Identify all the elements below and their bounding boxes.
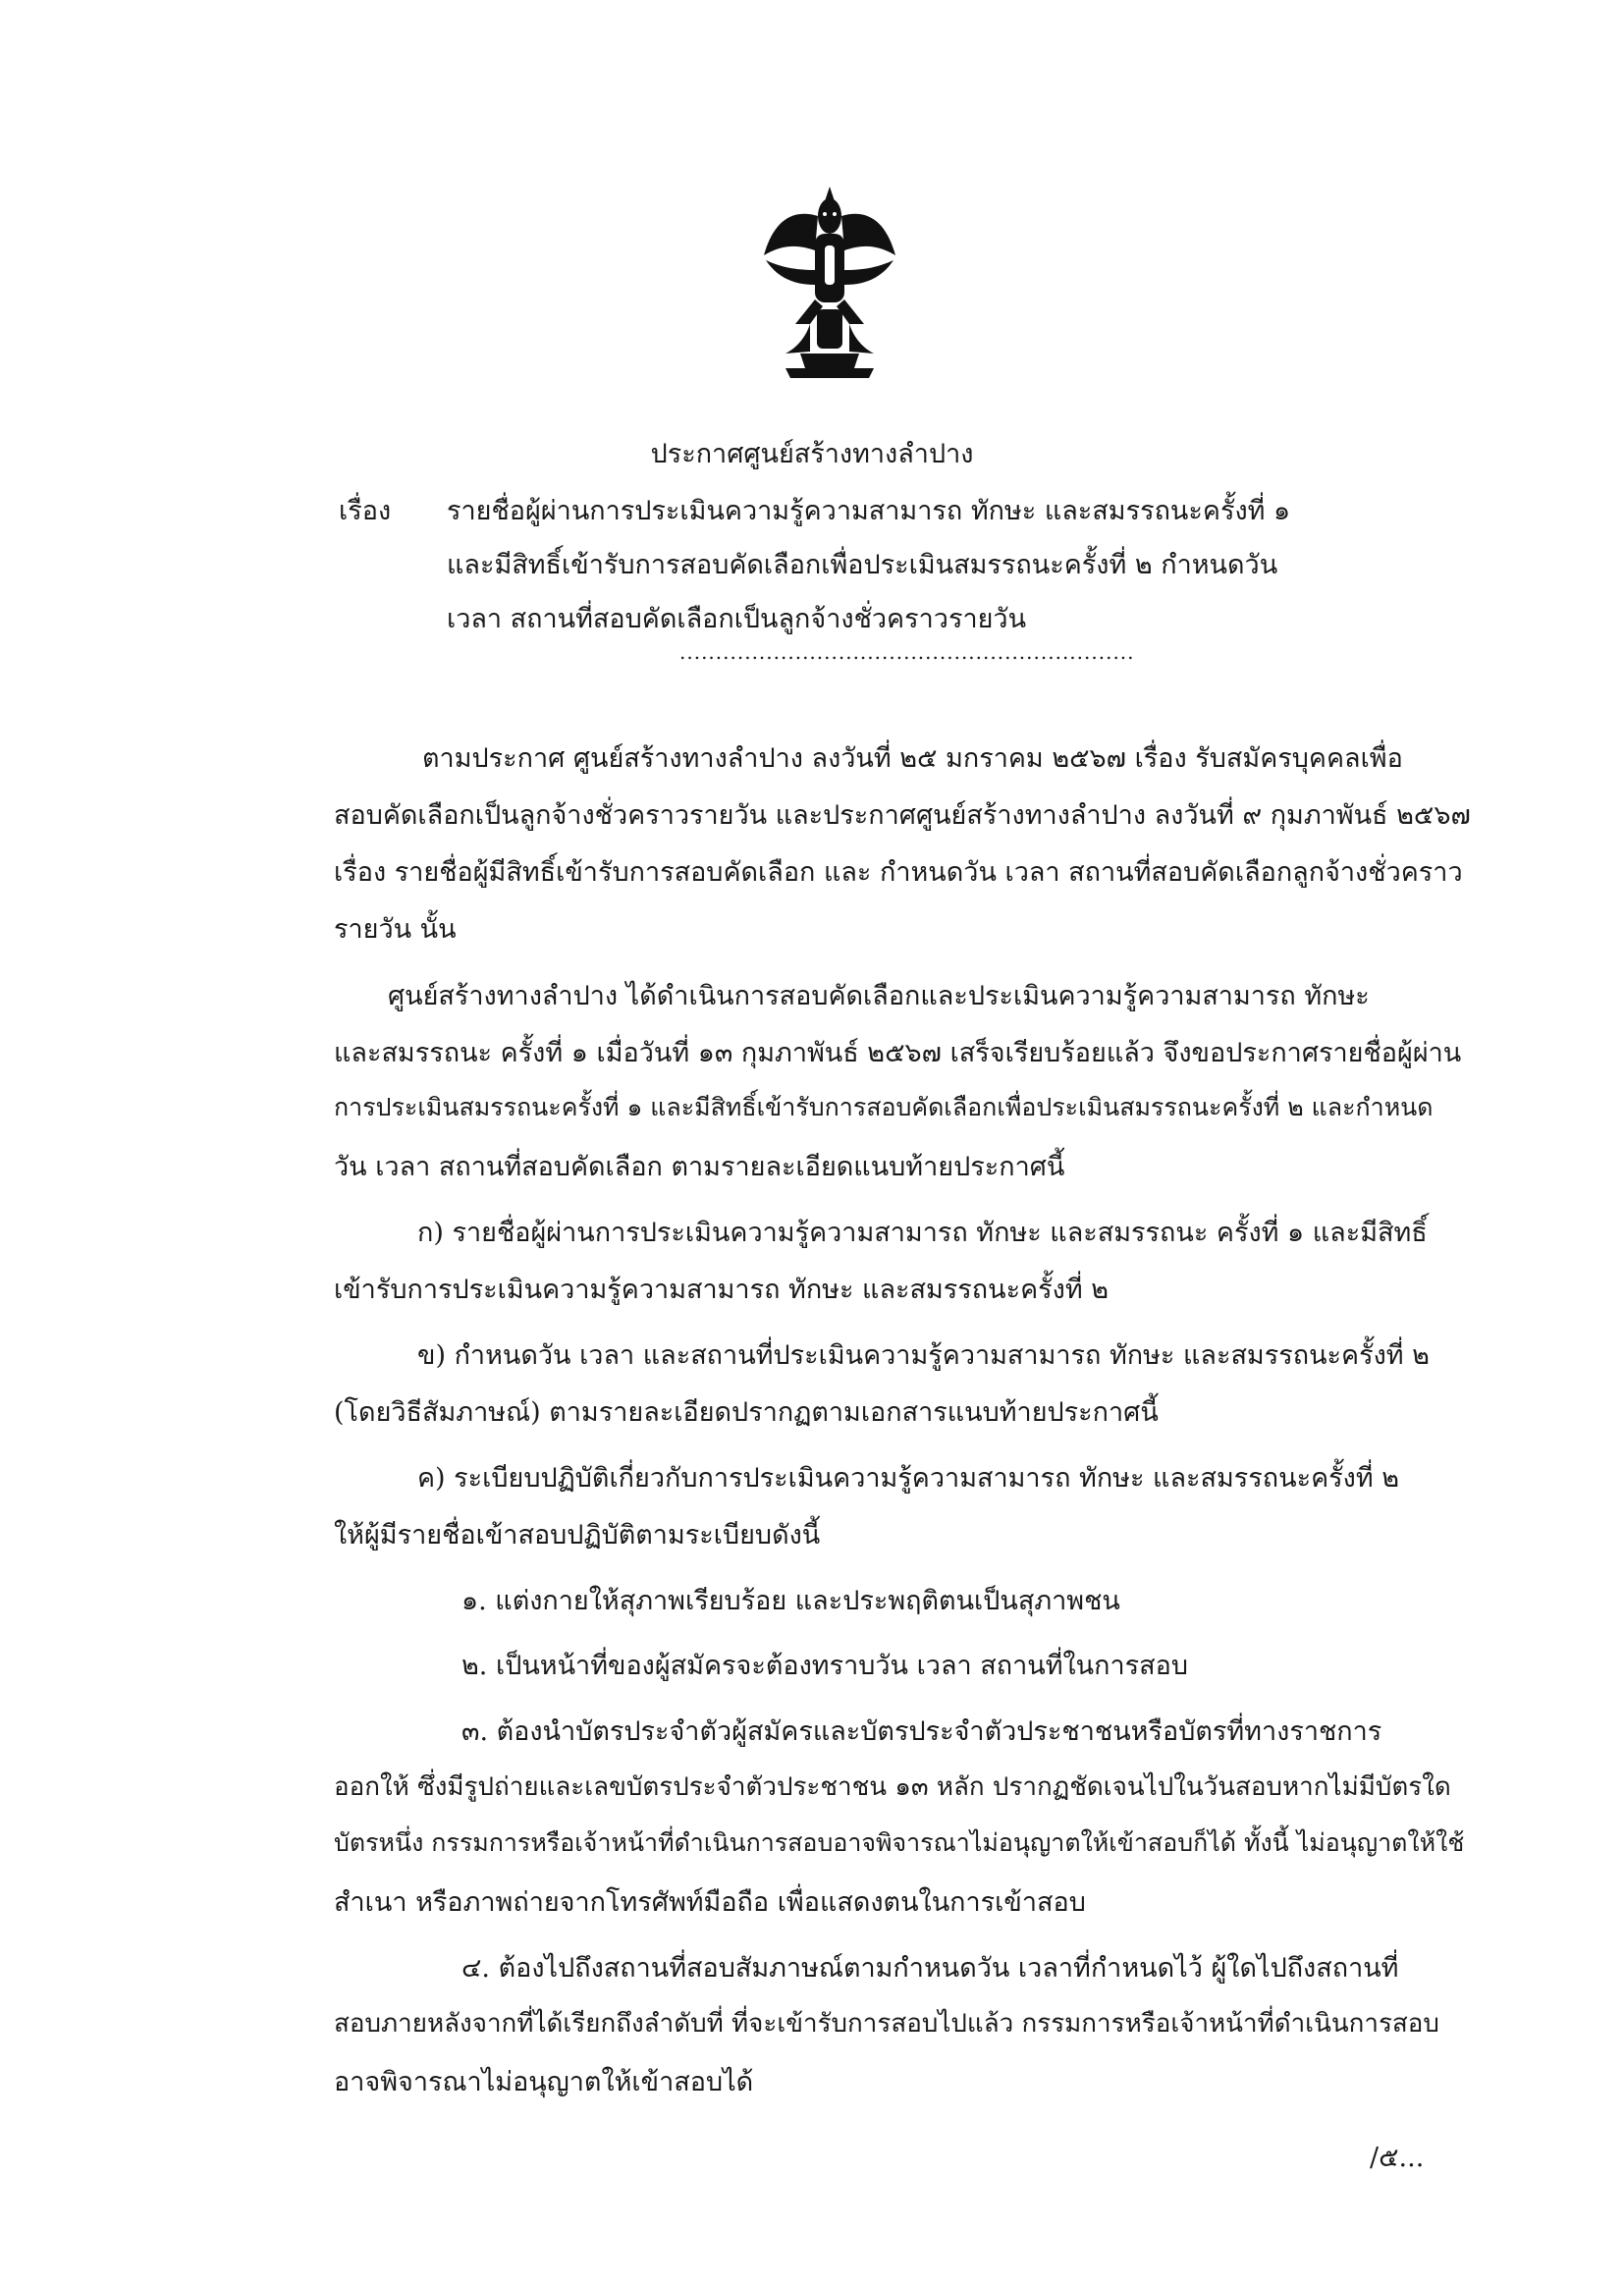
body-line: ออกให้ ซึ่งมีรูปถ่ายและเลขบัตรประจำตัวประชาชน ๑๓ หลัก ปรากฏชัดเจนไปในวันสอบหากไม่มีบัตรใด [334,1772,1451,1802]
body-line: สอบคัดเลือกเป็นลูกจ้างชั่วคราวรายวัน และประกาศศูนย์สร้างทางลำปาง ลงวันที่ ๙ กุมภาพันธ์ ๒๕๖๗ [334,800,1471,831]
body-line: การประเมินสมรรถนะครั้งที่ ๑ และมีสิทธิ์เข้ารับการสอบคัดเลือกเพื่อประเมินสมรรถนะครั้งที่ ๒ และกำหนด [334,1093,1434,1121]
body-line: เรื่อง รายชื่อผู้มีสิทธิ์เข้ารับการสอบคัดเลือก และ กำหนดวัน เวลา สถานที่สอบคัดเลือกลูกจ้างชั่วคราว [334,857,1463,888]
body-line: ๔. ต้องไปถึงสถานที่สอบสัมภาษณ์ตามกำหนดวัน เวลาที่กำหนดไว้ ผู้ใดไปถึงสถานที่ [461,1953,1399,1984]
body-line: สำเนา หรือภาพถ่ายจากโทรศัพท์มือถือ เพื่อแสดงตนในการเข้าสอบ [334,1887,1086,1918]
divider-dots: ............................................................... [679,640,1135,664]
body-line: ตามประกาศ ศูนย์สร้างทางลำปาง ลงวันที่ ๒๕ มกราคม ๒๕๖๗ เรื่อง รับสมัครบุคคลเพื่อ [422,743,1403,774]
subject-line: เวลา สถานที่สอบคัดเลือกเป็นลูกจ้างชั่วคราวรายวัน [447,604,1027,634]
body-line: ให้ผู้มีรายชื่อเข้าสอบปฏิบัติตามระเบียบดังนี้ [334,1520,821,1551]
body-line: ๒. เป็นหน้าที่ของผู้สมัครจะต้องทราบวัน เวลา สถานที่ในการสอบ [461,1651,1188,1681]
body-line: (โดยวิธีสัมภาษณ์) ตามรายละเอียดปรากฏตามเอกสารแนบท้ายประกาศนี้ [334,1397,1159,1428]
body-line: ข) กำหนดวัน เวลา และสถานที่ประเมินความรู้ความสามารถ ทักษะ และสมรรถนะครั้งที่ ๒ [417,1340,1430,1371]
body-line: วัน เวลา สถานที่สอบคัดเลือก ตามรายละเอียดแนบท้ายประกาศนี้ [334,1152,1065,1182]
announcement-heading: ประกาศศูนย์สร้างทางลำปาง [650,439,974,469]
page-continuation: /๕... [1370,2143,1425,2173]
subject-line: รายชื่อผู้ผ่านการประเมินความรู้ความสามารถ ทักษะ และสมรรถนะครั้งที่ ๑ [447,496,1291,526]
subject-line: และมีสิทธิ์เข้ารับการสอบคัดเลือกเพื่อประเมินสมรรถนะครั้งที่ ๒ กำหนดวัน [447,550,1278,580]
body-line: สอบภายหลังจากที่ได้เรียกถึงลำดับที่ ที่จะเข้ารับการสอบไปแล้ว กรรมการหรือเจ้าหน้าที่ดำเนินการสอบ [334,2009,1439,2039]
body-line: เข้ารับการประเมินความรู้ความสามารถ ทักษะ และสมรรถนะครั้งที่ ๒ [334,1275,1110,1305]
body-line: ๓. ต้องนำบัตรประจำตัวผู้สมัครและบัตรประจำตัวประชาชนหรือบัตรที่ทางราชการ [461,1716,1382,1747]
garuda-emblem-icon [756,177,903,383]
body-line: ก) รายชื่อผู้ผ่านการประเมินความรู้ความสามารถ ทักษะ และสมรรถนะ ครั้งที่ ๑ และมีสิทธิ์ [417,1218,1428,1248]
subject-label: เรื่อง [339,496,392,526]
body-line: ศูนย์สร้างทางลำปาง ได้ดำเนินการสอบคัดเลือกและประเมินความรู้ความสามารถ ทักษะ [388,981,1370,1011]
body-line: และสมรรถนะ ครั้งที่ ๑ เมื่อวันที่ ๑๓ กุมภาพันธ์ ๒๕๖๗ เสร็จเรียบร้อยแล้ว จึงขอประกาศรายชื่อผู้ผ่าน [334,1038,1462,1068]
body-line: รายวัน นั้น [334,914,457,945]
body-line: ๑. แต่งกายให้สุภาพเรียบร้อย และประพฤติตนเป็นสุภาพชน [461,1586,1120,1616]
body-line: บัตรหนึ่ง กรรมการหรือเจ้าหน้าที่ดำเนินการสอบอาจพิจารณาไม่อนุญาตให้เข้าสอบก็ได้ ทั้งนี้ ไม่อนุญาตให้ใช้ [334,1828,1465,1857]
subject-text [447,484,1438,646]
body-line: ค) ระเบียบปฏิบัติเกี่ยวกับการประเมินความรู้ความสามารถ ทักษะ และสมรรถนะครั้งที่ ๒ [417,1463,1400,1494]
body-line: อาจพิจารณาไม่อนุญาตให้เข้าสอบได้ [334,2067,754,2097]
